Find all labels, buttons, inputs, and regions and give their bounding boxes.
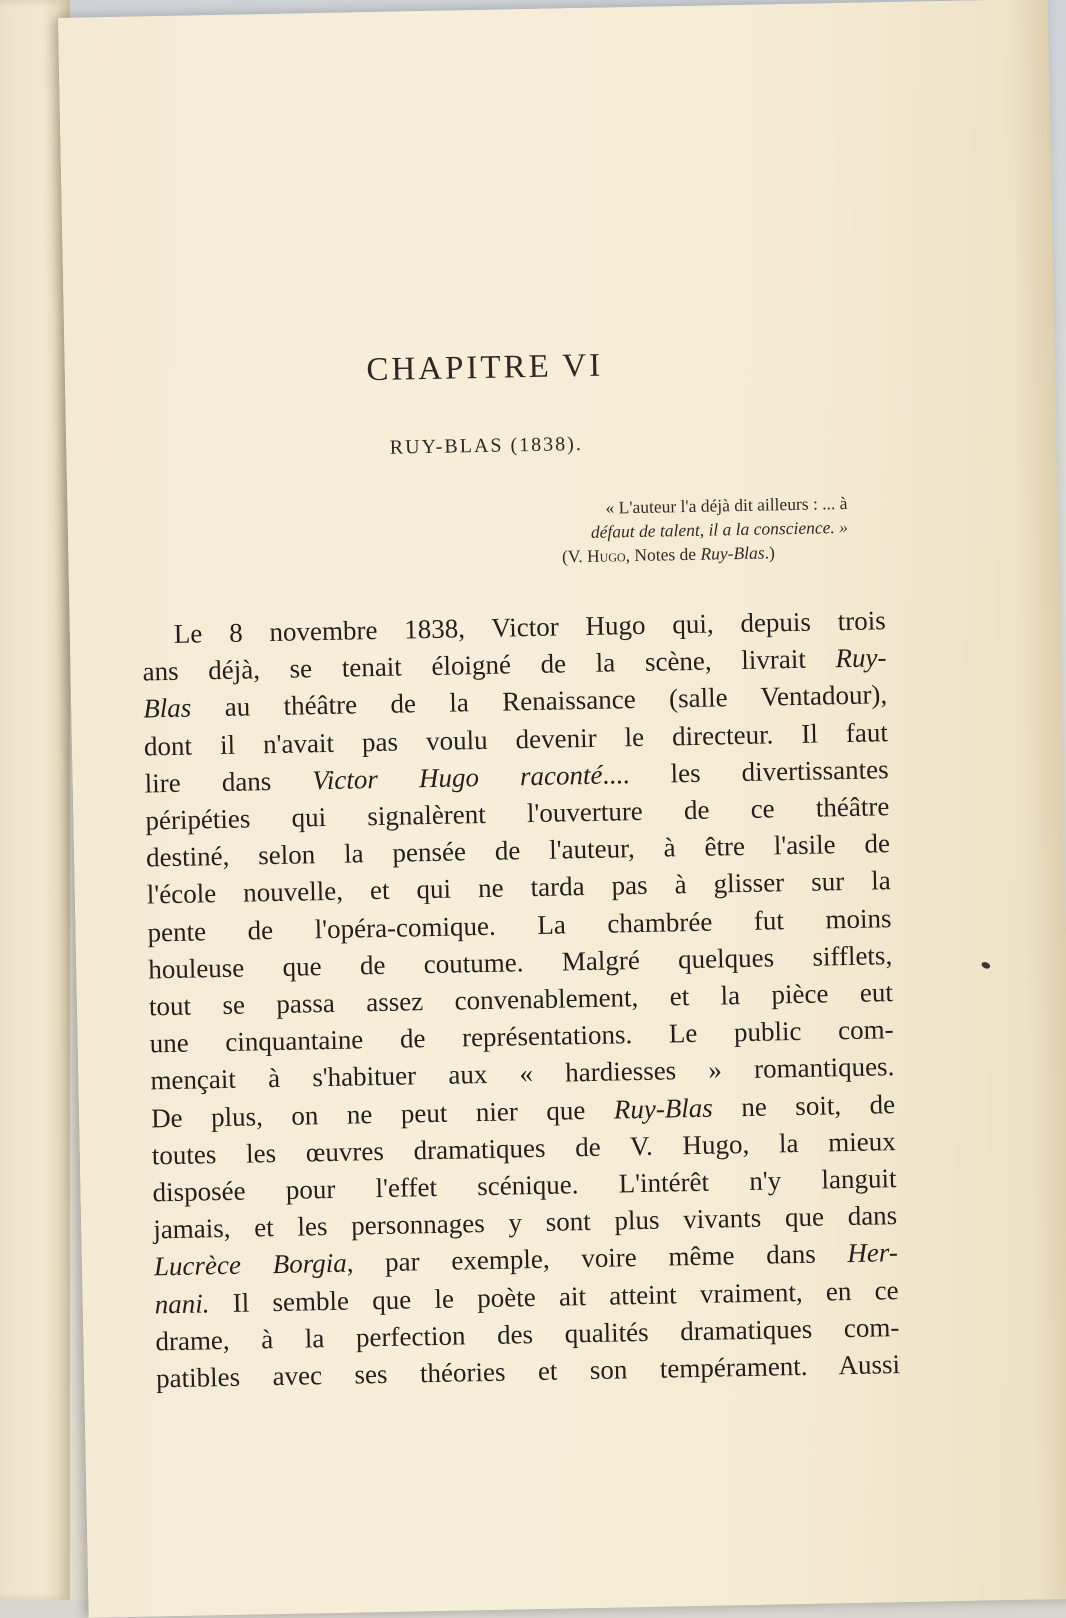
italic-title: Ruy- (835, 642, 887, 674)
epigraph (467, 491, 848, 570)
text-run: l'école nouvelle, et qui ne tarda pas à glisser sur la (146, 865, 892, 910)
text-run: toutes les œuvres dramatiques de V. Hugo, la mieux (151, 1125, 897, 1171)
text-run: au théâtre de la Renaissance (salle Ventadour), (190, 679, 888, 723)
text-run: dont il n'avait pas voulu devenir le directeur. Il faut (143, 716, 889, 762)
text-run: ne soit, de (712, 1088, 896, 1123)
attribution-close: .) (764, 542, 775, 563)
italic-title: Victor Hugo raconté (312, 759, 603, 796)
text-run: disposée pour l'effet scénique. L'intérêt n'y languit (152, 1163, 897, 1208)
epigraph-line-2: défaut de talent, il a la conscience. » (590, 516, 849, 542)
attribution-open: (V. (561, 545, 588, 567)
text-run: pente de l'opéra-comique. La chambrée fut moins (147, 902, 892, 948)
text-run: houleuse que de coutume. Malgré quelques sifflets, (147, 939, 893, 985)
paper-speck (981, 961, 992, 970)
text-run: péripéties qui signalèrent l'ouverture de ce théâtre (145, 791, 890, 836)
italic-title: Lucrèce Borgia (153, 1248, 347, 1282)
text-run: mençait à s'habituer aux « hardiesses » romantiques. (150, 1051, 895, 1096)
italic-title: nani. (154, 1287, 210, 1320)
text-run: une cinquantaine de représentations. Le public com- (149, 1014, 894, 1059)
text-run: lire dans (144, 765, 313, 799)
text-run: patibles avec ses théories et son tempérament. Aussi (155, 1349, 901, 1394)
text-run: tout se passa assez convenablement, et la pièce eut (148, 977, 894, 1022)
facing-page-edge (0, 0, 70, 1600)
text-run: , par exemple, voire même dans (346, 1238, 848, 1279)
epigraph-line-1: « L'auteur l'a déjà dit ailleurs : ... à (605, 492, 848, 518)
attribution-mid: , Notes de (625, 543, 701, 566)
italic-title: Ruy-Blas (613, 1092, 714, 1125)
italic-title: Blas (142, 692, 192, 724)
chapter-subtitle: RUY-BLAS (1838). (389, 433, 584, 459)
chapter-title: CHAPITRE VI (366, 347, 604, 389)
attribution-author: Hugo (586, 545, 626, 566)
text-run: .... les divertissantes (602, 754, 889, 790)
text-run: Le 8 novembre 1838, Victor Hugo qui, depuis trois (173, 605, 887, 649)
book-page (58, 0, 1066, 1618)
text-run: drame, à la perfection des qualités dramatiques com- (155, 1311, 900, 1357)
text-run: Il semble que le poète ait atteint vraiment, en ce (209, 1274, 899, 1318)
text-run: destiné, selon la pensée de l'auteur, à être l'asile de (145, 828, 891, 873)
attribution-work: Ruy-Blas (700, 542, 765, 564)
body-paragraph (142, 602, 901, 1397)
text-run: De plus, on ne peut nier que (150, 1094, 615, 1134)
text-run: ans déjà, se tenait éloigné de la scène, livrait (142, 643, 836, 687)
text-run: jamais, et les personnages y sont plus vivants que dans (152, 1200, 898, 1245)
italic-title: Her- (847, 1237, 899, 1269)
